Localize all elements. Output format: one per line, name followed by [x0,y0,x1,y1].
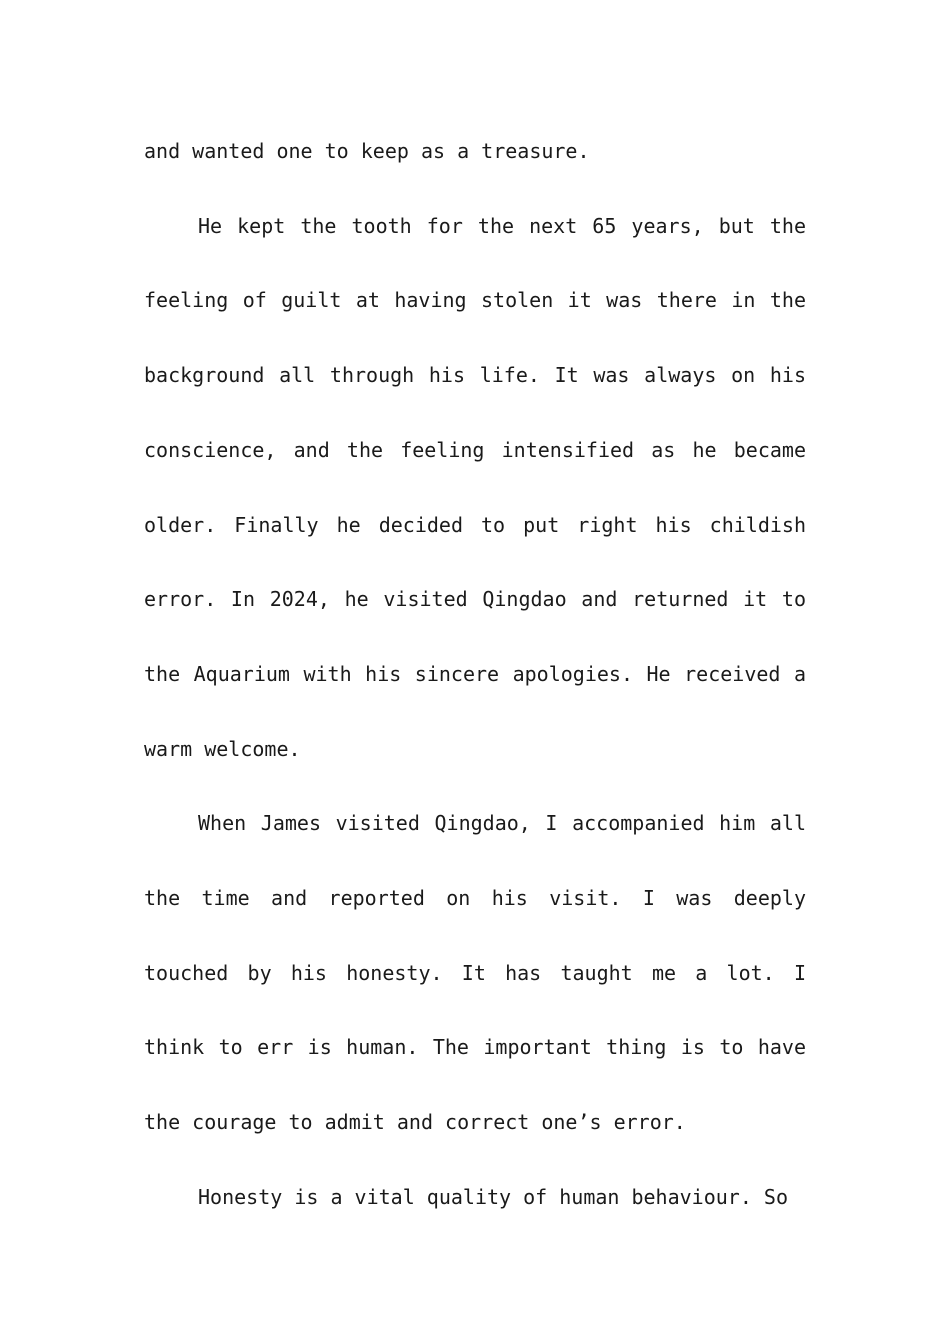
body-text [144,114,806,1235]
paragraph-honesty: Honesty is a vital quality of human behaviour. So [198,1184,789,1209]
paragraph-james-visit: When James visited Qingdao, I accompanied him all the time and reported on his visit. I was deeply touched by his honesty. It has taught me a lot. I think to err is human. The important thing is to have the courage to admit and correct one’s error. [144,811,806,1135]
paragraph-continuation: and wanted one to keep as a treasure. [144,139,590,163]
paragraph-tooth-guilt: He kept the tooth for the next 65 years, but the feeling of guilt at having stolen it was there in the background all through his life. It was always on his conscience, and the feeling intensified as he became older. Finally he decided to put right his childish error. In 2024, he visited Qingdao and returned it to the Aquarium with his sincere apologies. He received a warm welcome. [144,213,806,761]
